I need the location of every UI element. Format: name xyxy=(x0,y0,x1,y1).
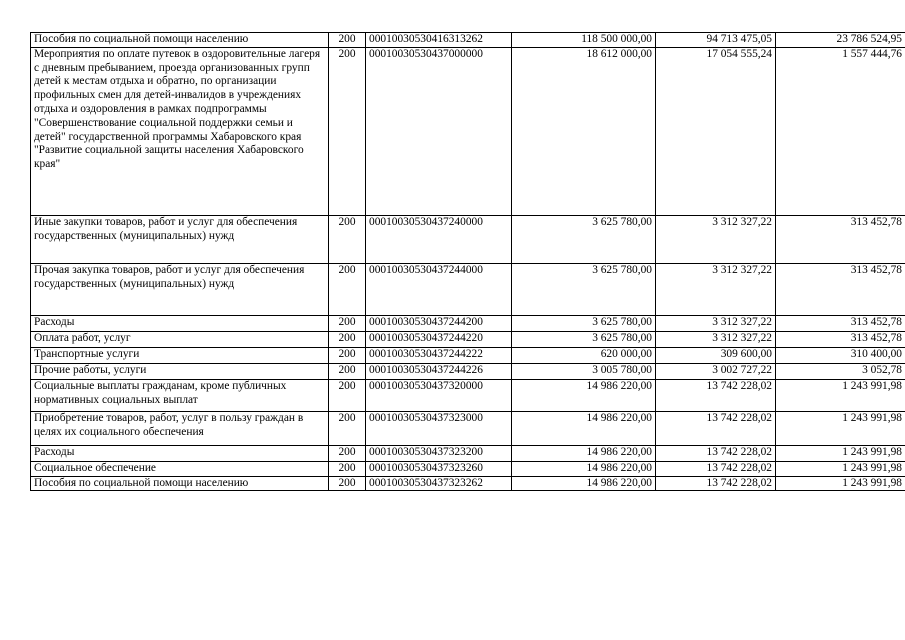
row-unexecuted-cell: 1 243 991,98 xyxy=(776,461,905,476)
row-executed-cell: 3 002 727,22 xyxy=(656,363,776,379)
row-unexecuted-cell: 1 243 991,98 xyxy=(776,476,905,491)
row-executed-cell: 3 312 327,22 xyxy=(656,315,776,331)
row-name-cell: Иные закупки товаров, работ и услуг для обеспечения государственных (муниципальных) нужд xyxy=(31,215,329,263)
table-row xyxy=(31,33,905,48)
row-executed-cell: 13 742 228,02 xyxy=(656,411,776,445)
row-name-cell: Пособия по социальной помощи населению xyxy=(31,33,329,48)
table-row xyxy=(31,331,905,347)
row-executed-cell: 13 742 228,02 xyxy=(656,379,776,411)
row-code-cell: 200 xyxy=(329,476,366,491)
table-row xyxy=(31,363,905,379)
row-code-cell: 200 xyxy=(329,47,366,215)
row-name-cell: Расходы xyxy=(31,315,329,331)
row-name-cell: Мероприятия по оплате путевок в оздоровительные лагеря с дневным пребыванием, проезда организованных групп детей к местам отдыха и обратно, по организации профильных смен для детей-инвалидов в учреждениях отдыха и оздоровления в рамках подпрограммы "Совершенствование социальной поддержки семьи и детей" государственной программы Хабаровского края "Развитие социальной защиты населения Хабаровского края" xyxy=(31,47,329,215)
row-approved-cell: 18 612 000,00 xyxy=(512,47,656,215)
row-kbk-cell: 00010030530437244200 xyxy=(366,315,512,331)
row-code-cell: 200 xyxy=(329,411,366,445)
row-kbk-cell: 00010030530437323000 xyxy=(366,411,512,445)
row-kbk-cell: 00010030530437323262 xyxy=(366,476,512,491)
row-code-cell: 200 xyxy=(329,461,366,476)
row-unexecuted-cell: 310 400,00 xyxy=(776,347,905,363)
row-name-cell: Транспортные услуги xyxy=(31,347,329,363)
row-kbk-cell: 00010030530437323260 xyxy=(366,461,512,476)
row-name-cell: Пособия по социальной помощи населению xyxy=(31,476,329,491)
row-code-cell: 200 xyxy=(329,263,366,315)
row-name-cell: Социальное обеспечение xyxy=(31,461,329,476)
table-row xyxy=(31,215,905,263)
row-code-cell: 200 xyxy=(329,379,366,411)
row-code-cell: 200 xyxy=(329,315,366,331)
row-approved-cell: 620 000,00 xyxy=(512,347,656,363)
row-kbk-cell: 00010030530437244226 xyxy=(366,363,512,379)
row-approved-cell: 14 986 220,00 xyxy=(512,379,656,411)
table-row xyxy=(31,47,905,215)
row-unexecuted-cell: 1 557 444,76 xyxy=(776,47,905,215)
row-executed-cell: 13 742 228,02 xyxy=(656,445,776,461)
row-code-cell: 200 xyxy=(329,33,366,48)
row-approved-cell: 3 625 780,00 xyxy=(512,315,656,331)
row-executed-cell: 13 742 228,02 xyxy=(656,476,776,491)
row-kbk-cell: 00010030530437244000 xyxy=(366,263,512,315)
table-row xyxy=(31,461,905,476)
row-executed-cell: 3 312 327,22 xyxy=(656,215,776,263)
table-row xyxy=(31,315,905,331)
row-unexecuted-cell: 313 452,78 xyxy=(776,215,905,263)
row-kbk-cell: 00010030530437244222 xyxy=(366,347,512,363)
row-unexecuted-cell: 1 243 991,98 xyxy=(776,445,905,461)
row-executed-cell: 3 312 327,22 xyxy=(656,331,776,347)
row-executed-cell: 94 713 475,05 xyxy=(656,33,776,48)
row-code-cell: 200 xyxy=(329,363,366,379)
row-approved-cell: 14 986 220,00 xyxy=(512,476,656,491)
table-row xyxy=(31,379,905,411)
row-approved-cell: 3 625 780,00 xyxy=(512,263,656,315)
row-approved-cell: 14 986 220,00 xyxy=(512,445,656,461)
row-approved-cell: 14 986 220,00 xyxy=(512,411,656,445)
table-row xyxy=(31,263,905,315)
row-name-cell: Социальные выплаты гражданам, кроме публичных нормативных социальных выплат xyxy=(31,379,329,411)
row-unexecuted-cell: 23 786 524,95 xyxy=(776,33,905,48)
row-unexecuted-cell: 1 243 991,98 xyxy=(776,411,905,445)
row-kbk-cell: 00010030530437240000 xyxy=(366,215,512,263)
row-name-cell: Прочие работы, услуги xyxy=(31,363,329,379)
row-executed-cell: 13 742 228,02 xyxy=(656,461,776,476)
row-approved-cell: 3 625 780,00 xyxy=(512,215,656,263)
row-approved-cell: 14 986 220,00 xyxy=(512,461,656,476)
row-unexecuted-cell: 1 243 991,98 xyxy=(776,379,905,411)
row-executed-cell: 309 600,00 xyxy=(656,347,776,363)
row-unexecuted-cell: 3 052,78 xyxy=(776,363,905,379)
row-kbk-cell: 00010030530437320000 xyxy=(366,379,512,411)
row-code-cell: 200 xyxy=(329,445,366,461)
row-kbk-cell: 00010030530416313262 xyxy=(366,33,512,48)
row-unexecuted-cell: 313 452,78 xyxy=(776,331,905,347)
row-name-cell: Приобретение товаров, работ, услуг в пользу граждан в целях их социального обеспечения xyxy=(31,411,329,445)
row-approved-cell: 3 625 780,00 xyxy=(512,331,656,347)
row-executed-cell: 3 312 327,22 xyxy=(656,263,776,315)
table-row xyxy=(31,347,905,363)
row-code-cell: 200 xyxy=(329,347,366,363)
row-unexecuted-cell: 313 452,78 xyxy=(776,315,905,331)
budget-execution-table xyxy=(30,32,905,491)
row-executed-cell: 17 054 555,24 xyxy=(656,47,776,215)
row-unexecuted-cell: 313 452,78 xyxy=(776,263,905,315)
row-name-cell: Расходы xyxy=(31,445,329,461)
row-code-cell: 200 xyxy=(329,331,366,347)
row-code-cell: 200 xyxy=(329,215,366,263)
row-approved-cell: 3 005 780,00 xyxy=(512,363,656,379)
table-row xyxy=(31,476,905,491)
row-name-cell: Прочая закупка товаров, работ и услуг для обеспечения государственных (муниципальных) нужд xyxy=(31,263,329,315)
table-row xyxy=(31,411,905,445)
row-name-cell: Оплата работ, услуг xyxy=(31,331,329,347)
row-kbk-cell: 00010030530437244220 xyxy=(366,331,512,347)
row-kbk-cell: 00010030530437000000 xyxy=(366,47,512,215)
table-body xyxy=(31,33,905,491)
row-kbk-cell: 00010030530437323200 xyxy=(366,445,512,461)
report-page xyxy=(30,32,902,491)
row-approved-cell: 118 500 000,00 xyxy=(512,33,656,48)
table-row xyxy=(31,445,905,461)
